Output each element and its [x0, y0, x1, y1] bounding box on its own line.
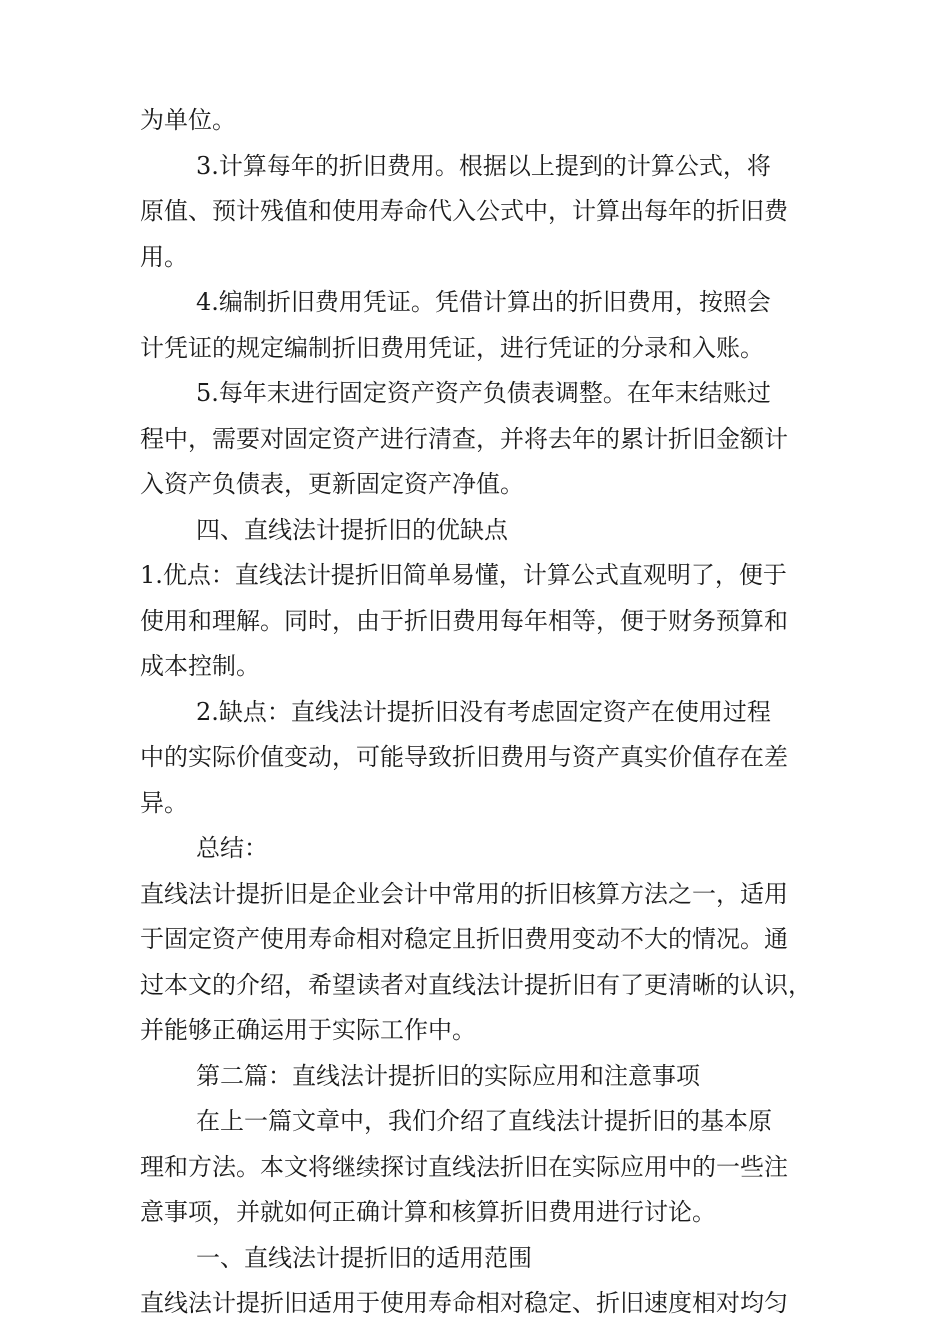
text-line: 异。: [140, 788, 188, 817]
text-line: 3.计算每年的折旧费用。根据以上提到的计算公式，将: [196, 151, 771, 180]
text-line: 过本文的介绍，希望读者对直线法计提折旧有了更清晰的认识，: [140, 970, 812, 999]
text-line: 入资产负债表，更新固定资产净值。: [140, 470, 524, 498]
document-body: [140, 98, 820, 1327]
text-line: 意事项，并就如何正确计算和核算折旧费用进行讨论。: [140, 1198, 716, 1226]
text-line: 1.优点：直线法计提折旧简单易懂，计算公式直观明了，便于: [140, 561, 787, 589]
text-line: 5.每年末进行固定资产资产负债表调整。在年末结账过: [196, 379, 771, 407]
text-line: 原值、预计残值和使用寿命代入公式中，计算出每年的折旧费: [140, 197, 788, 225]
text-line: 中的实际价值变动，可能导致折旧费用与资产真实价值存在差: [140, 743, 788, 771]
text-line: 用。: [140, 242, 188, 271]
text-line: 理和方法。本文将继续探讨直线法折旧在实际应用中的一些注: [140, 1152, 788, 1181]
text-line: 于固定资产使用寿命相对稳定且折旧费用变动不大的情况。通: [140, 925, 788, 953]
text-line: 程中，需要对固定资产进行清查，并将去年的累计折旧金额计: [140, 424, 788, 453]
text-line: 4.编制折旧费用凭证。凭借计算出的折旧费用，按照会: [196, 288, 771, 316]
text-line: 计凭证的规定编制折旧费用凭证，进行凭证的分录和入账。: [140, 333, 764, 362]
text-line: 使用和理解。同时，由于折旧费用每年相等，便于财务预算和: [140, 606, 788, 635]
text-line: 2.缺点：直线法计提折旧没有考虑固定资产在使用过程: [196, 697, 771, 726]
text-line: 在上一篇文章中，我们介绍了直线法计提折旧的基本原: [196, 1107, 772, 1135]
text-line: 一、直线法计提折旧的适用范围: [196, 1243, 532, 1272]
text-line: 为单位。: [140, 106, 236, 134]
text-line: 总结：: [196, 834, 268, 862]
text-line: 四、直线法计提折旧的优缺点: [196, 515, 508, 544]
text-line: 成本控制。: [140, 652, 260, 680]
text-line: 直线法计提折旧是企业会计中常用的折旧核算方法之一，适用: [140, 879, 788, 908]
text-line: 并能够正确运用于实际工作中。: [140, 1016, 476, 1044]
text-line: 直线法计提折旧适用于使用寿命相对稳定、折旧速度相对均匀: [140, 1289, 788, 1317]
text-line: 第二篇：直线法计提折旧的实际应用和注意事项: [196, 1061, 700, 1090]
